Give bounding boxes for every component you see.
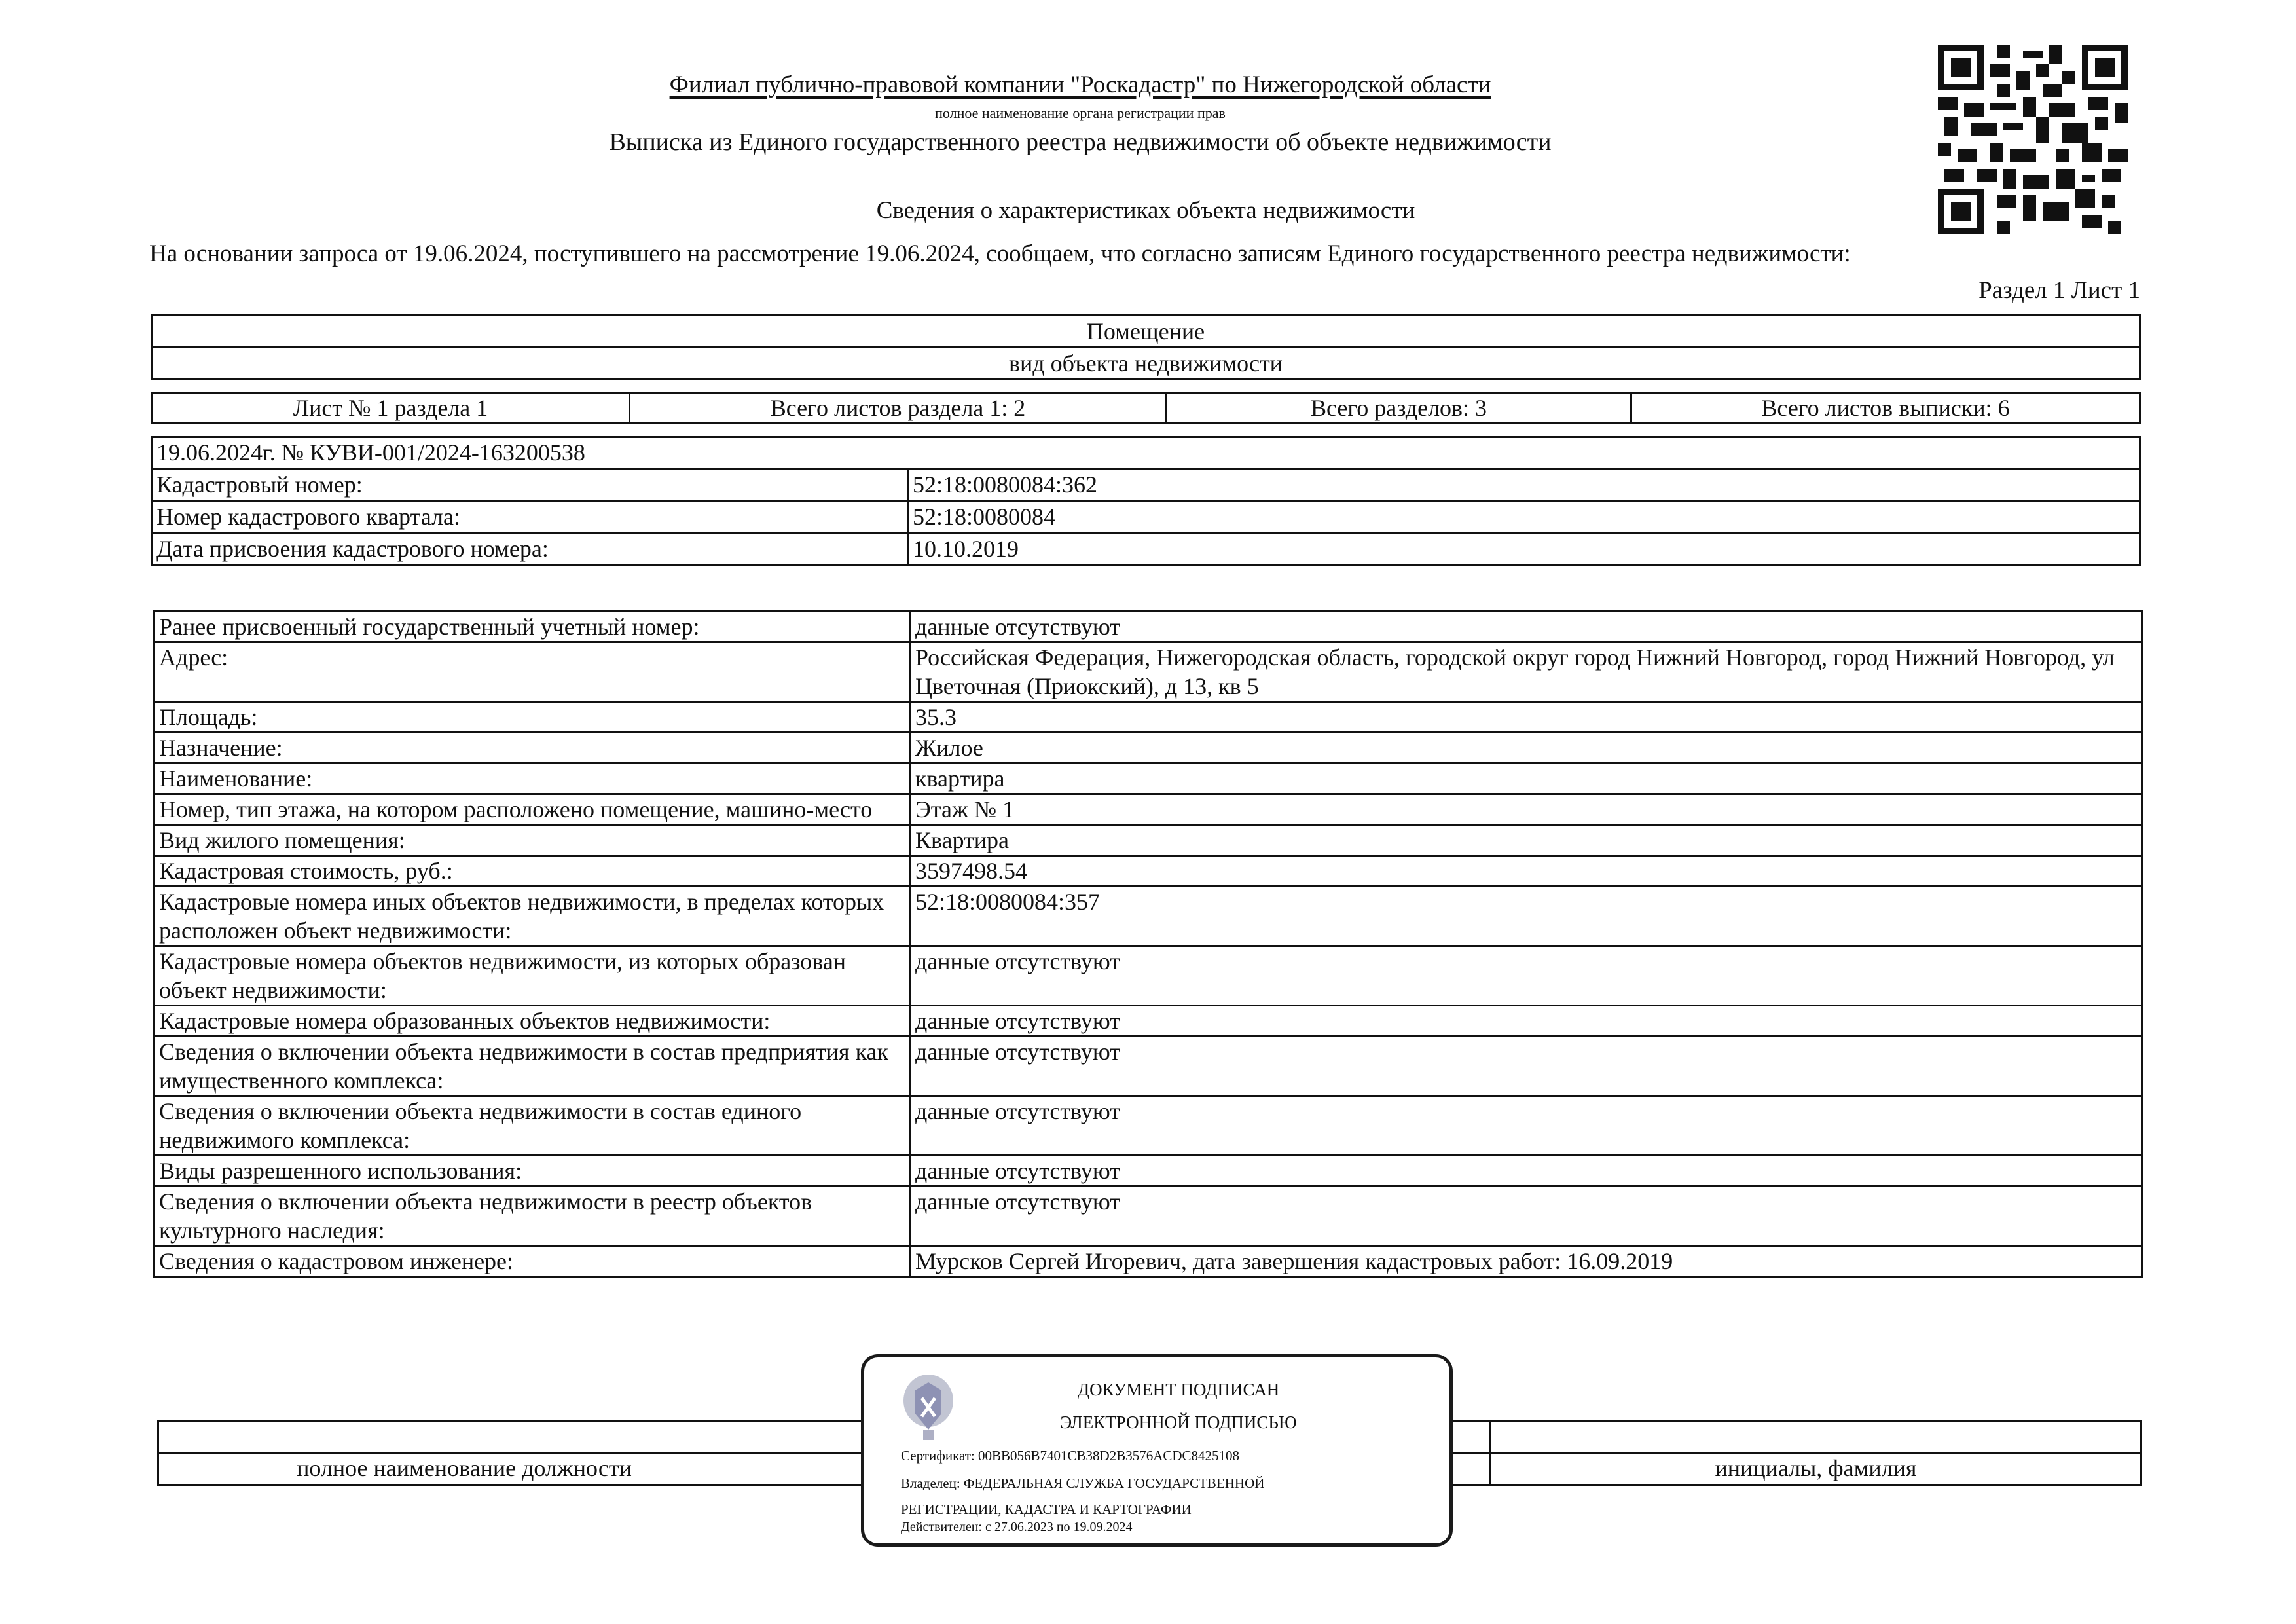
- stamp-line-2: ЭЛЕКТРОННОЙ ПОДПИСЬЮ: [1060, 1412, 1297, 1432]
- object-type-caption: вид объекта недвижимости: [152, 348, 2140, 380]
- organization-caption: полное наименование органа регистрации прав: [935, 105, 1226, 121]
- table-row: [155, 1187, 2143, 1246]
- row-value: данные отсутствуют: [911, 1096, 2143, 1156]
- table-row: [155, 733, 2143, 764]
- intro-text: На основании запроса от 19.06.2024, поступившего на рассмотрение 19.06.2024, сообщаем, что согласно записям Единого государственного реестра недвижимости:: [149, 240, 1851, 267]
- table-row: [155, 702, 2143, 733]
- row-label: Номер, тип этажа, на котором расположено помещение, машино-место: [155, 794, 911, 825]
- row-label: Сведения о включении объекта недвижимости в реестр объектов культурного наследия:: [155, 1187, 911, 1246]
- table-row: [152, 470, 2140, 502]
- table-row: [155, 1096, 2143, 1156]
- table-row: [155, 612, 2143, 642]
- table-row: [155, 825, 2143, 856]
- table-row: [152, 534, 2140, 566]
- row-value: 52:18:0080084:357: [911, 887, 2143, 946]
- row-label: Сведения о включении объекта недвижимости в состав единого недвижимого комплекса:: [155, 1096, 911, 1156]
- table-row: [155, 946, 2143, 1006]
- table-row: [155, 794, 2143, 825]
- row-value: данные отсутствуют: [911, 1156, 2143, 1187]
- row-label: Дата присвоения кадастрового номера:: [152, 534, 908, 566]
- object-type-table: [151, 314, 2141, 380]
- table-row: [155, 764, 2143, 794]
- table-row: [155, 1037, 2143, 1096]
- row-label: Ранее присвоенный государственный учетный номер:: [155, 612, 911, 642]
- table-row: [152, 502, 2140, 534]
- row-label: Виды разрешенного использования:: [155, 1156, 911, 1187]
- extract-sheets-total: Всего листов выписки: 6: [1631, 393, 2140, 424]
- row-label: Номер кадастрового квартала:: [152, 502, 908, 534]
- stamp-owner-2: РЕГИСТРАЦИИ, КАДАСТРА И КАРТОГРАФИИ: [901, 1502, 1192, 1517]
- row-label: Кадастровый номер:: [152, 470, 908, 502]
- table-row: [155, 642, 2143, 702]
- row-value: данные отсутствуют: [911, 612, 2143, 642]
- row-value: Мурсков Сергей Игоревич, дата завершения кадастровых работ: 16.09.2019: [911, 1246, 2143, 1277]
- row-value: 52:18:0080084:362: [908, 470, 2140, 502]
- row-label: Площадь:: [155, 702, 911, 733]
- electronic-signature-stamp: [861, 1354, 1453, 1547]
- table-row: [155, 1156, 2143, 1187]
- table-row: [155, 856, 2143, 887]
- row-value: 3597498.54: [911, 856, 2143, 887]
- section-sheets-total: Всего листов раздела 1: 2: [630, 393, 1167, 424]
- row-label: Кадастровые номера образованных объектов недвижимости:: [155, 1006, 911, 1037]
- table-row: [155, 887, 2143, 946]
- characteristics-table: [153, 610, 2143, 1278]
- name-blank: [1491, 1421, 2141, 1453]
- stamp-validity: Действителен: с 27.06.2023 по 19.09.2024: [901, 1520, 1133, 1534]
- row-value: данные отсутствуют: [911, 1187, 2143, 1246]
- row-label: Кадастровые номера объектов недвижимости, из которых образован объект недвижимости:: [155, 946, 911, 1006]
- row-label: Сведения о кадастровом инженере:: [155, 1246, 911, 1277]
- row-value: данные отсутствуют: [911, 1006, 2143, 1037]
- stamp-line-1: ДОКУМЕНТ ПОДПИСАН: [1077, 1380, 1280, 1399]
- organization-name: Филиал публично-правовой компании "Роскадастр" по Нижегородской области: [669, 71, 1491, 98]
- row-label: Кадастровая стоимость, руб.:: [155, 856, 911, 887]
- row-label: Сведения о включении объекта недвижимости в состав предприятия как имущественного комплекса:: [155, 1037, 911, 1096]
- row-value: квартира: [911, 764, 2143, 794]
- table-row: [155, 1006, 2143, 1037]
- row-value: Жилое: [911, 733, 2143, 764]
- registration-table: [151, 436, 2141, 566]
- row-value: данные отсутствуют: [911, 1037, 2143, 1096]
- coat-of-arms-icon: [898, 1372, 958, 1444]
- row-value: 10.10.2019: [908, 534, 2140, 566]
- table-row: [155, 1246, 2143, 1277]
- registration-number: 19.06.2024г. № КУВИ-001/2024-163200538: [152, 437, 2140, 470]
- row-value: Этаж № 1: [911, 794, 2143, 825]
- row-label: Кадастровые номера иных объектов недвижимости, в пределах которых расположен объект недвижимости:: [155, 887, 911, 946]
- document-title: Выписка из Единого государственного реестра недвижимости об объекте недвижимости: [609, 128, 1552, 156]
- row-value: Российская Федерация, Нижегородская область, городской округ город Нижний Новгород, город Нижний Новгород, ул Цветочная (Приокский), д 13, кв 5: [911, 642, 2143, 702]
- row-label: Наименование:: [155, 764, 911, 794]
- row-value: данные отсутствуют: [911, 946, 2143, 1006]
- stamp-owner-1: Владелец: ФЕДЕРАЛЬНАЯ СЛУЖБА ГОСУДАРСТВЕННОЙ: [901, 1475, 1265, 1491]
- sections-total: Всего разделов: 3: [1167, 393, 1631, 424]
- row-value: 35.3: [911, 702, 2143, 733]
- section-sheet-label: Раздел 1 Лист 1: [1978, 277, 2140, 304]
- row-value: Квартира: [911, 825, 2143, 856]
- name-caption: инициалы, фамилия: [1491, 1453, 2141, 1485]
- object-type-value: Помещение: [152, 316, 2140, 348]
- row-value: 52:18:0080084: [908, 502, 2140, 534]
- row-label: Назначение:: [155, 733, 911, 764]
- row-label: Вид жилого помещения:: [155, 825, 911, 856]
- qr-code-icon: [1938, 45, 2128, 234]
- section-title: Сведения о характеристиках объекта недвижимости: [876, 197, 1415, 224]
- sheet-info-table: [151, 392, 2141, 424]
- row-label: Адрес:: [155, 642, 911, 702]
- position-caption: полное наименование должности: [158, 1453, 1491, 1485]
- stamp-certificate: Сертификат: 00BB056B7401CB38D2B3576ACDC8425108: [901, 1448, 1240, 1464]
- sheet-number: Лист № 1 раздела 1: [152, 393, 630, 424]
